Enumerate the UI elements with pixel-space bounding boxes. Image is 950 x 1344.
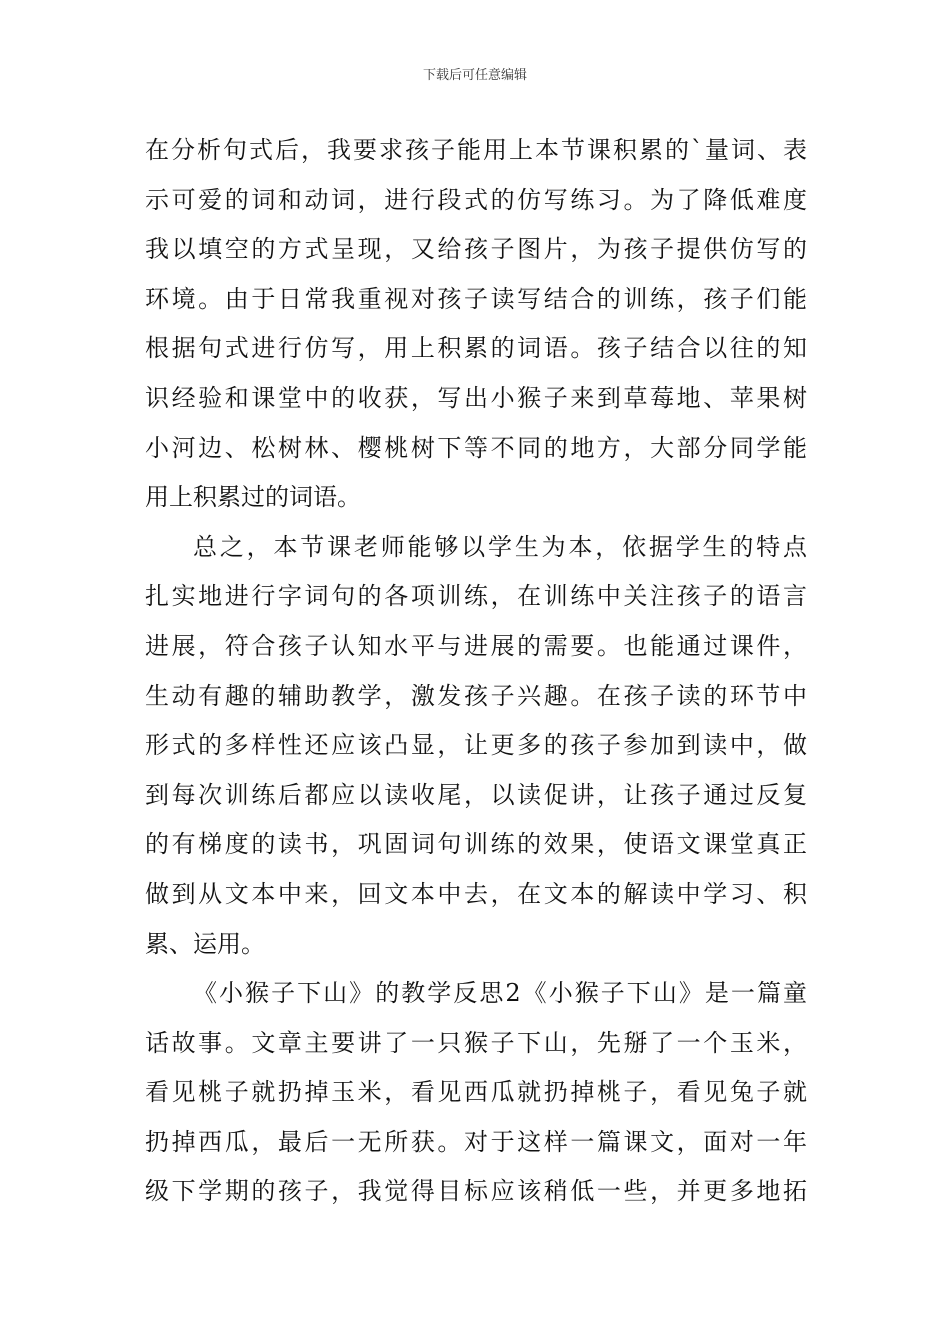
text-line: 总之，本节课老师能够以学生为本，依据学生的特点 (193, 532, 807, 561)
text-line: 示可爱的词和动词，进行段式的仿写练习。为了降低难度 (145, 185, 807, 214)
text-line: 在分析句式后，我要求孩子能用上本节课积累的`量词、表 (145, 136, 807, 164)
document-body (145, 126, 807, 1217)
text-line: 累、运用。 (145, 929, 265, 958)
text-line: 根据句式进行仿写，用上积累的词语。孩子结合以往的知 (145, 334, 807, 363)
text-line: 生动有趣的辅助教学，激发孩子兴趣。在孩子读的环节中 (145, 681, 807, 710)
text-line: 做到从文本中来，回文本中去，在文本的解读中学习、积 (145, 879, 807, 908)
text-line: 进展，符合孩子认知水平与进展的需要。也能通过课件， (145, 631, 807, 660)
text-line: 《小猴子下山》的教学反思2《小猴子下山》是一篇童 (193, 979, 807, 1008)
text-line: 环境。由于日常我重视对孩子读写结合的训练，孩子们能 (145, 284, 807, 313)
text-line: 小河边、松树林、樱桃树下等不同的地方，大部分同学能 (145, 433, 807, 462)
text-line: 的有梯度的读书，巩固词句训练的效果，使语文课堂真正 (145, 830, 807, 859)
text-line: 扎实地进行字词句的各项训练，在训练中关注孩子的语言 (145, 582, 807, 611)
text-line: 形式的多样性还应该凸显，让更多的孩子参加到读中，做 (145, 731, 807, 760)
text-line: 用上积累过的词语。 (145, 483, 361, 512)
text-line: 扔掉西瓜，最后一无所获。对于这样一篇课文，面对一年 (145, 1127, 807, 1156)
text-line: 级下学期的孩子，我觉得目标应该稍低一些，并更多地拓 (145, 1177, 807, 1206)
text-line: 话故事。文章主要讲了一只猴子下山，先掰了一个玉米， (145, 1028, 807, 1057)
text-line: 看见桃子就扔掉玉米，看见西瓜就扔掉桃子，看见兔子就 (145, 1078, 807, 1107)
text-line: 到每次训练后都应以读收尾，以读促讲，让孩子通过反复 (145, 780, 807, 809)
text-line: 我以填空的方式呈现，又给孩子图片，为孩子提供仿写的 (145, 235, 807, 264)
page-header: 下载后可任意编辑 (422, 68, 527, 83)
text-line: 识经验和课堂中的收获，写出小猴子来到草莓地、苹果树 (145, 383, 807, 412)
